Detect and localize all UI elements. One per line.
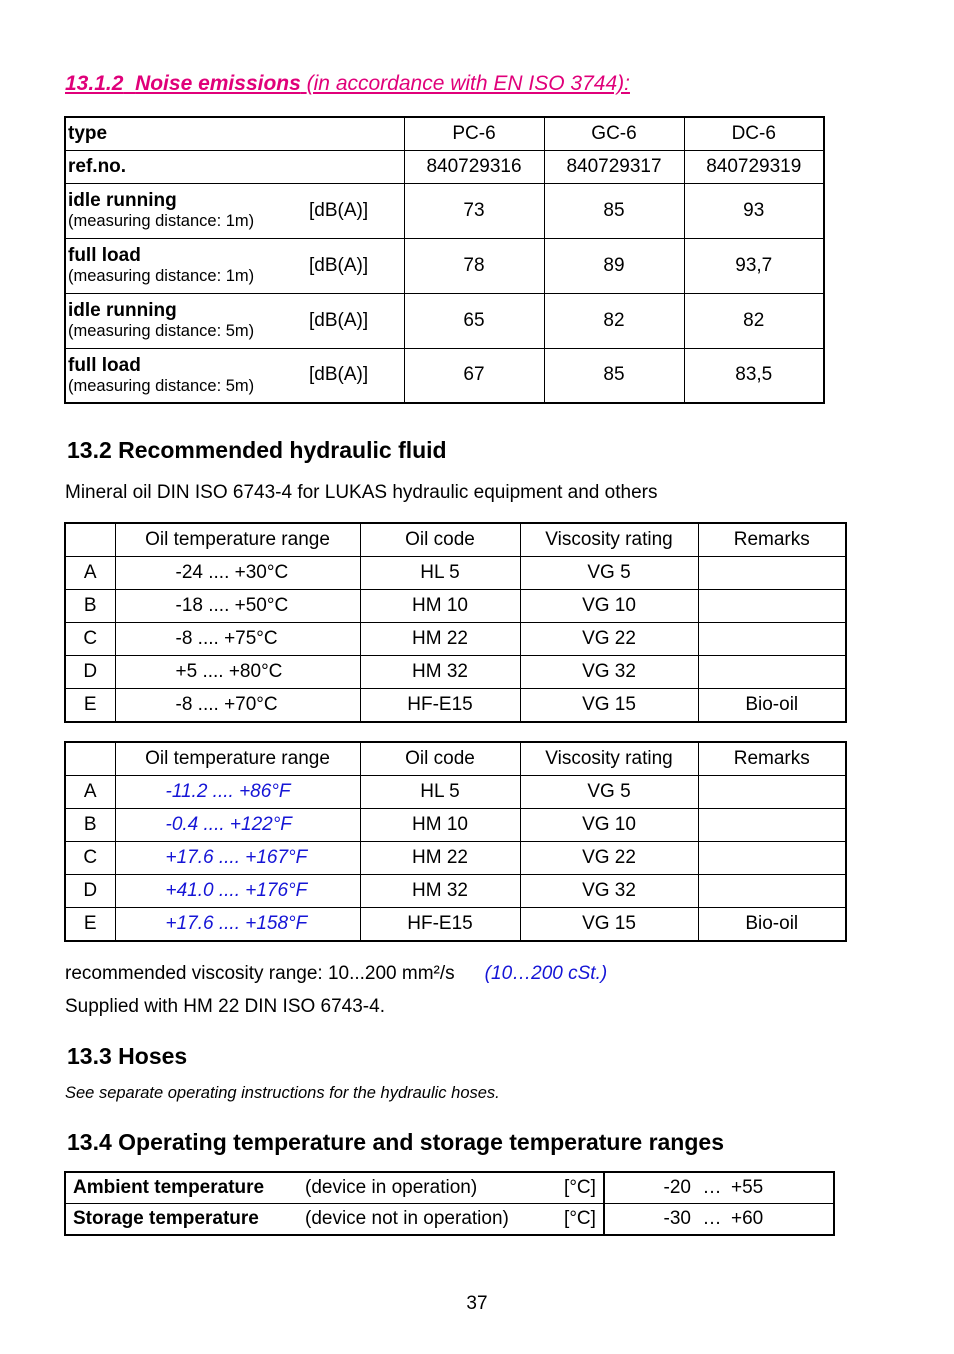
noise-emissions-heading [65, 72, 630, 96]
table-cell: D [65, 875, 115, 908]
table-row [65, 1172, 834, 1204]
table-cell: VG 15 [520, 689, 698, 723]
table-header-row [65, 523, 846, 557]
table-cell: +17.6 .... +167°F [115, 842, 360, 875]
noise-emissions-table [64, 116, 825, 404]
unit-cell: [dB(A)] [303, 348, 404, 403]
unit-cell: [dB(A)] [303, 238, 404, 293]
unit-cell: [dB(A)] [303, 183, 404, 238]
table-cell: Bio-oil [698, 689, 846, 723]
table-row [65, 908, 846, 942]
type-cell: PC-6 [404, 117, 544, 150]
table-row [65, 809, 846, 842]
table-cell: -11.2 .... +86°F [115, 776, 360, 809]
table-cell [698, 590, 846, 623]
row-label-name: idle running [68, 300, 177, 321]
hydraulic-fluid-heading: 13.2 Recommended hydraulic fluid [67, 437, 447, 463]
table-cell: VG 15 [520, 908, 698, 942]
table-cell: VG 32 [520, 656, 698, 689]
table-row [65, 348, 824, 403]
value-cell: 65 [404, 293, 544, 348]
viscosity-range-text: recommended viscosity range: 10...200 mm²/s [65, 963, 455, 984]
noise-heading-number: 13.1.2 [65, 72, 124, 95]
table-cell: -18 .... +50°C [115, 590, 360, 623]
table-cell: HF-E15 [360, 908, 520, 942]
table-cell: HM 10 [360, 590, 520, 623]
table-row [65, 875, 846, 908]
table-cell: Bio-oil [698, 908, 846, 942]
viscosity-range-cst: (10…200 cSt.) [484, 963, 608, 984]
value-cell: 78 [404, 238, 544, 293]
table-cell: HM 10 [360, 809, 520, 842]
value-cell: 82 [544, 293, 684, 348]
viscosity-range [65, 963, 607, 985]
table-cell: -0.4 .... +122°F [115, 809, 360, 842]
row-label [65, 238, 303, 293]
temp-sep: … [697, 1172, 727, 1204]
table-cell: C [65, 623, 115, 656]
table-row [65, 689, 846, 723]
table-cell: HL 5 [360, 557, 520, 590]
table-cell: D [65, 656, 115, 689]
value-cell: 85 [544, 348, 684, 403]
table-cell: E [65, 689, 115, 723]
temperature-heading: 13.4 Operating temperature and storage temperature ranges [67, 1129, 724, 1155]
column-header: Viscosity rating [520, 742, 698, 776]
value-cell: 93,7 [684, 238, 824, 293]
table-row [65, 842, 846, 875]
table-cell: VG 5 [520, 557, 698, 590]
table-row [65, 1204, 834, 1236]
table-cell [698, 623, 846, 656]
table-cell: VG 10 [520, 590, 698, 623]
table-cell [698, 809, 846, 842]
type-cell: DC-6 [684, 117, 824, 150]
hoses-text: See separate operating instructions for the hydraulic hoses. [65, 1084, 500, 1102]
value-cell: 85 [544, 183, 684, 238]
type-cell: GC-6 [544, 117, 684, 150]
page-number: 37 [466, 1293, 488, 1314]
row-label-distance: (measuring distance: 5m) [68, 376, 255, 395]
row-label-name: full load [68, 354, 141, 376]
table-row [65, 293, 824, 348]
table-cell: E [65, 908, 115, 942]
column-header: Viscosity rating [520, 523, 698, 557]
temp-unit: [°C] [557, 1204, 604, 1236]
value-cell: 73 [404, 183, 544, 238]
value-cell: 93 [684, 183, 824, 238]
row-label-name: full load [68, 245, 141, 266]
table-cell: B [65, 590, 115, 623]
refno-cell: 840729316 [404, 150, 544, 183]
temp-name: Ambient temperature [65, 1172, 305, 1204]
table-cell: +5 .... +80°C [115, 656, 360, 689]
table-cell: C [65, 842, 115, 875]
temperature-table [64, 1171, 835, 1236]
column-header: Oil temperature range [115, 523, 360, 557]
value-cell: 82 [684, 293, 824, 348]
table-cell: VG 10 [520, 809, 698, 842]
table-row [65, 776, 846, 809]
column-header: Oil temperature range [115, 742, 360, 776]
noise-heading-title: Noise emissions [135, 72, 301, 95]
table-cell: +17.6 .... +158°F [115, 908, 360, 942]
row-label-name: idle running [68, 190, 177, 211]
row-label-distance: (measuring distance: 1m) [68, 212, 255, 230]
temp-name: Storage temperature [73, 1208, 259, 1229]
table-cell [698, 842, 846, 875]
refno-label: ref.no. [65, 150, 404, 183]
column-header [65, 742, 115, 776]
temp-desc: (device in operation) [305, 1172, 557, 1204]
temp-unit: [°C] [557, 1172, 604, 1204]
table-cell: A [65, 776, 115, 809]
temp-max: +60 [731, 1208, 764, 1229]
table-header-row [65, 742, 846, 776]
hydraulic-intro: Mineral oil DIN ISO 6743-4 for LUKAS hydraulic equipment and others [65, 482, 658, 503]
type-label: type [65, 117, 404, 150]
table-row [65, 656, 846, 689]
table-cell: HF-E15 [360, 689, 520, 723]
table-row [65, 590, 846, 623]
row-label [65, 183, 303, 238]
value-cell: 83,5 [684, 348, 824, 403]
table-cell: HM 22 [360, 842, 520, 875]
table-cell: VG 22 [520, 623, 698, 656]
table-cell: VG 5 [520, 776, 698, 809]
table-row [65, 150, 824, 183]
hoses-heading: 13.3 Hoses [67, 1043, 188, 1069]
oil-table-celsius [64, 522, 847, 723]
refno-cell: 840729317 [544, 150, 684, 183]
table-row [65, 238, 824, 293]
temp-sep: … [702, 1208, 722, 1229]
table-cell [698, 875, 846, 908]
row-label-distance: (measuring distance: 5m) [68, 322, 255, 340]
noise-heading-subtitle: (in accordance with EN ISO 3744): [306, 72, 630, 95]
temp-min: -30 [663, 1208, 691, 1229]
table-cell: +41.0 .... +176°F [115, 875, 360, 908]
column-header: Oil code [360, 523, 520, 557]
row-label [65, 293, 303, 348]
supplied-text: Supplied with HM 22 DIN ISO 6743-4. [65, 996, 385, 1017]
column-header [65, 523, 115, 557]
temp-desc: (device not in operation) [305, 1208, 509, 1229]
row-label-distance: (measuring distance: 1m) [68, 267, 255, 285]
table-row [65, 557, 846, 590]
table-cell: VG 32 [520, 875, 698, 908]
table-cell: A [65, 557, 115, 590]
table-cell: B [65, 809, 115, 842]
value-cell: 67 [404, 348, 544, 403]
table-row [65, 117, 824, 150]
temp-max: +55 [727, 1172, 834, 1204]
unit-cell: [dB(A)] [303, 293, 404, 348]
row-label [65, 348, 303, 403]
table-row [65, 623, 846, 656]
column-header: Oil code [360, 742, 520, 776]
table-cell: -8 .... +70°C [115, 689, 360, 723]
value-cell: 89 [544, 238, 684, 293]
table-cell: VG 22 [520, 842, 698, 875]
table-cell: HM 22 [360, 623, 520, 656]
table-cell [698, 557, 846, 590]
table-cell: -24 .... +30°C [115, 557, 360, 590]
oil-table-fahrenheit [64, 741, 847, 942]
column-header: Remarks [698, 523, 846, 557]
table-cell: HM 32 [360, 875, 520, 908]
table-cell [698, 776, 846, 809]
temp-min: -20 [604, 1172, 697, 1204]
table-row [65, 183, 824, 238]
refno-cell: 840729319 [684, 150, 824, 183]
table-cell: HL 5 [360, 776, 520, 809]
table-cell [698, 656, 846, 689]
table-cell: HM 32 [360, 656, 520, 689]
table-cell: -8 .... +75°C [115, 623, 360, 656]
column-header: Remarks [698, 742, 846, 776]
